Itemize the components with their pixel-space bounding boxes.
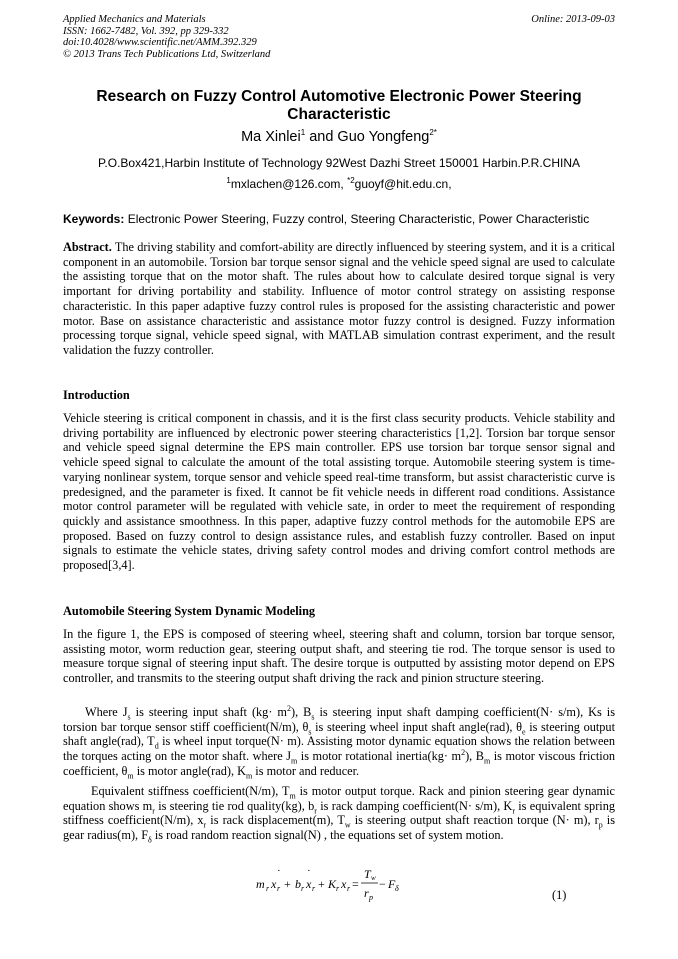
eq-sub: r — [347, 884, 351, 893]
eq-sub: r — [301, 884, 305, 893]
modeling-paragraph-1: In the figure 1, the EPS is composed of steering wheel, steering shaft and column, torsion bar torque sensor, assisting motor, worm reduction gear, steering output shaft, and steering tie rod. The torque sensor is used to measure torque signal of steering input shaft. The desire torque is outputted by assisting motor depend on EPS controller, and transmits to the steering output shaft driving the rack and pinion structure steering. — [63, 627, 615, 686]
eq-sub: r — [336, 884, 340, 893]
email-sup: 1 — [226, 176, 231, 185]
eq-symbol: x — [306, 877, 312, 891]
paper-title: Research on Fuzzy Control Automotive Electronic Power Steering Characteristic — [96, 88, 582, 123]
equation-1 — [255, 866, 415, 906]
eq-symbol: r — [364, 886, 369, 900]
eq-operator: = — [352, 877, 359, 891]
abstract-label: Abstract. — [63, 240, 112, 254]
eq-operator: + — [284, 877, 291, 891]
eq-symbol: x — [271, 877, 277, 891]
author-line — [63, 129, 615, 145]
email-sup: *2 — [347, 176, 355, 185]
author-sup: 1 — [300, 128, 306, 138]
modeling-paragraph-2: Where $J_s$ is steering input shaft $(kg\cdot m^2)$, $B_s$ is steering input shaft damping coefficient(N· s/m), Ks is torsion bar torque sensor stiff coefficient(N/m), $\theta_s$ is steering wheel input shaft angle(rad), $\theta_e$ is steering output shaft angle(rad), $T_d$ is wheel input torque(N· m). Assisting motor dynamic equation shows the relation between the torques acting on the motor shaft. where $J_m$ is motor rotational inertia(kg· $m^2$), $B_m$ is motor viscous friction coefficient, $\theta_m$ is motor angle(rad), $K_m$ is motor and reducer. — [63, 703, 616, 781]
copyright-line: © 2013 Trans Tech Publications Ltd, Switzerland — [63, 48, 271, 60]
eq-dot: · — [277, 866, 281, 877]
introduction-text: Vehicle steering is critical component in chassis, and it is the first class security products. Vehicle stability and driving portability are influenced by electronic power steering characteristics [1,2]. Torsion bar torque sensor and vehicle speed signal determine the EPS main controller. EPS use torsion bar torque sensor signal and vehicle speed signal to calculate the amount of the total assisting torque. Automobile steering system is time-varying nonlinear system, torque sensor and vehicle speed real-time transform, but assist characteristic curve is predesigned, and the parameter is fixed. It cannot be fit vehicle needs in different road conditions. Assistance motor control parameter will be regulated with vehicle sate, in order to meet the requirement of responding quickly and assistance smoothness. In this paper, adaptive fuzzy control methods for the automobile EPS are proposed. Based on fuzzy control to design assistance rules, and establish fuzzy controller. Based on input signals to estimate the vehicle states, driving safety control modes and driving comfort control methods are proposed[3,4]. — [63, 411, 615, 573]
eq-sub: p — [369, 893, 373, 902]
eq-symbol: x — [341, 877, 347, 891]
email-line — [63, 177, 615, 191]
email-link[interactable]: guoyf@hit.edu.cn, — [354, 177, 452, 191]
keywords-text: Electronic Power Steering, Fuzzy control, Steering Characteristic, Power Characteristic — [124, 212, 590, 226]
author-conj: and — [305, 129, 338, 145]
section-heading: Introduction — [63, 388, 130, 402]
abstract — [63, 240, 615, 358]
author-sup: 2* — [429, 128, 437, 138]
section-heading: Automobile Steering System Dynamic Modeling — [63, 604, 316, 618]
keywords — [63, 212, 615, 226]
eq-symbol: b — [295, 877, 301, 891]
eq-operator: − — [379, 877, 386, 891]
eq-symbol: K — [328, 877, 337, 891]
eq-operator: + — [318, 877, 325, 891]
eq-sub: r — [312, 884, 316, 893]
abstract-text: The driving stability and comfort-ability are directly influenced by steering system, and it is a critical component in an automobile. Torsion bar torque sensor signal and the vehicle speed signal are used to calculate the assisting torque that on the motor shaft. The rules about how to calculate desired torque signal is very important for driving portability and stability. Influence of motor control strategy on assisting response characteristic. In this paper adaptive fuzzy control rules is proposed for the assisting characteristic and power motor. Base on assistance characteristic and assistance motor fuzzy control is designed. Fuzzy information processing torque signal, vehicle speed signal, with MATLAB simulation contrast experiment, and the result validation the fuzzy controller. — [63, 240, 615, 357]
keywords-label: Keywords: — [63, 212, 125, 226]
eq-sub: r — [277, 884, 281, 893]
equation-number: (1) — [552, 888, 567, 902]
eq-dot: · — [307, 866, 311, 877]
modeling-paragraph-3: Equivalent stiffness coefficient(N/m), $T_m$ is motor output torque. Rack and pinion steering gear dynamic equation shows $m_r$ is steering tie rod quality(kg), $b_r$ is rack damping coefficient(N· s/m), $K_r$ is equivalent spring stiffness coefficient(N/m), $x_r$ is rack displacement(m), $T_w$ is steering output shaft reaction torque (N· m), $r_p$ is gear radius(m), $F_\delta$ is road random reaction signal(N) , the equations set of system motion. — [63, 784, 616, 845]
online-date: Online: 2013-09-03 — [531, 14, 615, 25]
journal-header — [63, 14, 615, 60]
eq-sub: w — [371, 874, 376, 882]
eq-sub: r — [266, 884, 270, 893]
issn-line: ISSN: 1662-7482, Vol. 392, pp 329-332 — [63, 25, 229, 37]
eq-sub: δ — [395, 884, 399, 893]
author-name: Ma Xinlei — [241, 129, 301, 145]
author-name: Guo Yongfeng — [337, 129, 430, 145]
journal-name: Applied Mechanics and Materials — [63, 14, 206, 25]
email-link[interactable]: mxlachen@126.com, — [230, 177, 348, 191]
doi-line: doi:10.4028/www.scientific.net/AMM.392.329 — [63, 37, 257, 48]
affiliation: P.O.Box421,Harbin Institute of Technology 92West Dazhi Street 150001 Harbin.P.R.CHINA — [97, 156, 581, 170]
eq-symbol: m — [256, 877, 265, 891]
eq-symbol: T — [364, 867, 371, 881]
eq-symbol: F — [388, 877, 396, 891]
